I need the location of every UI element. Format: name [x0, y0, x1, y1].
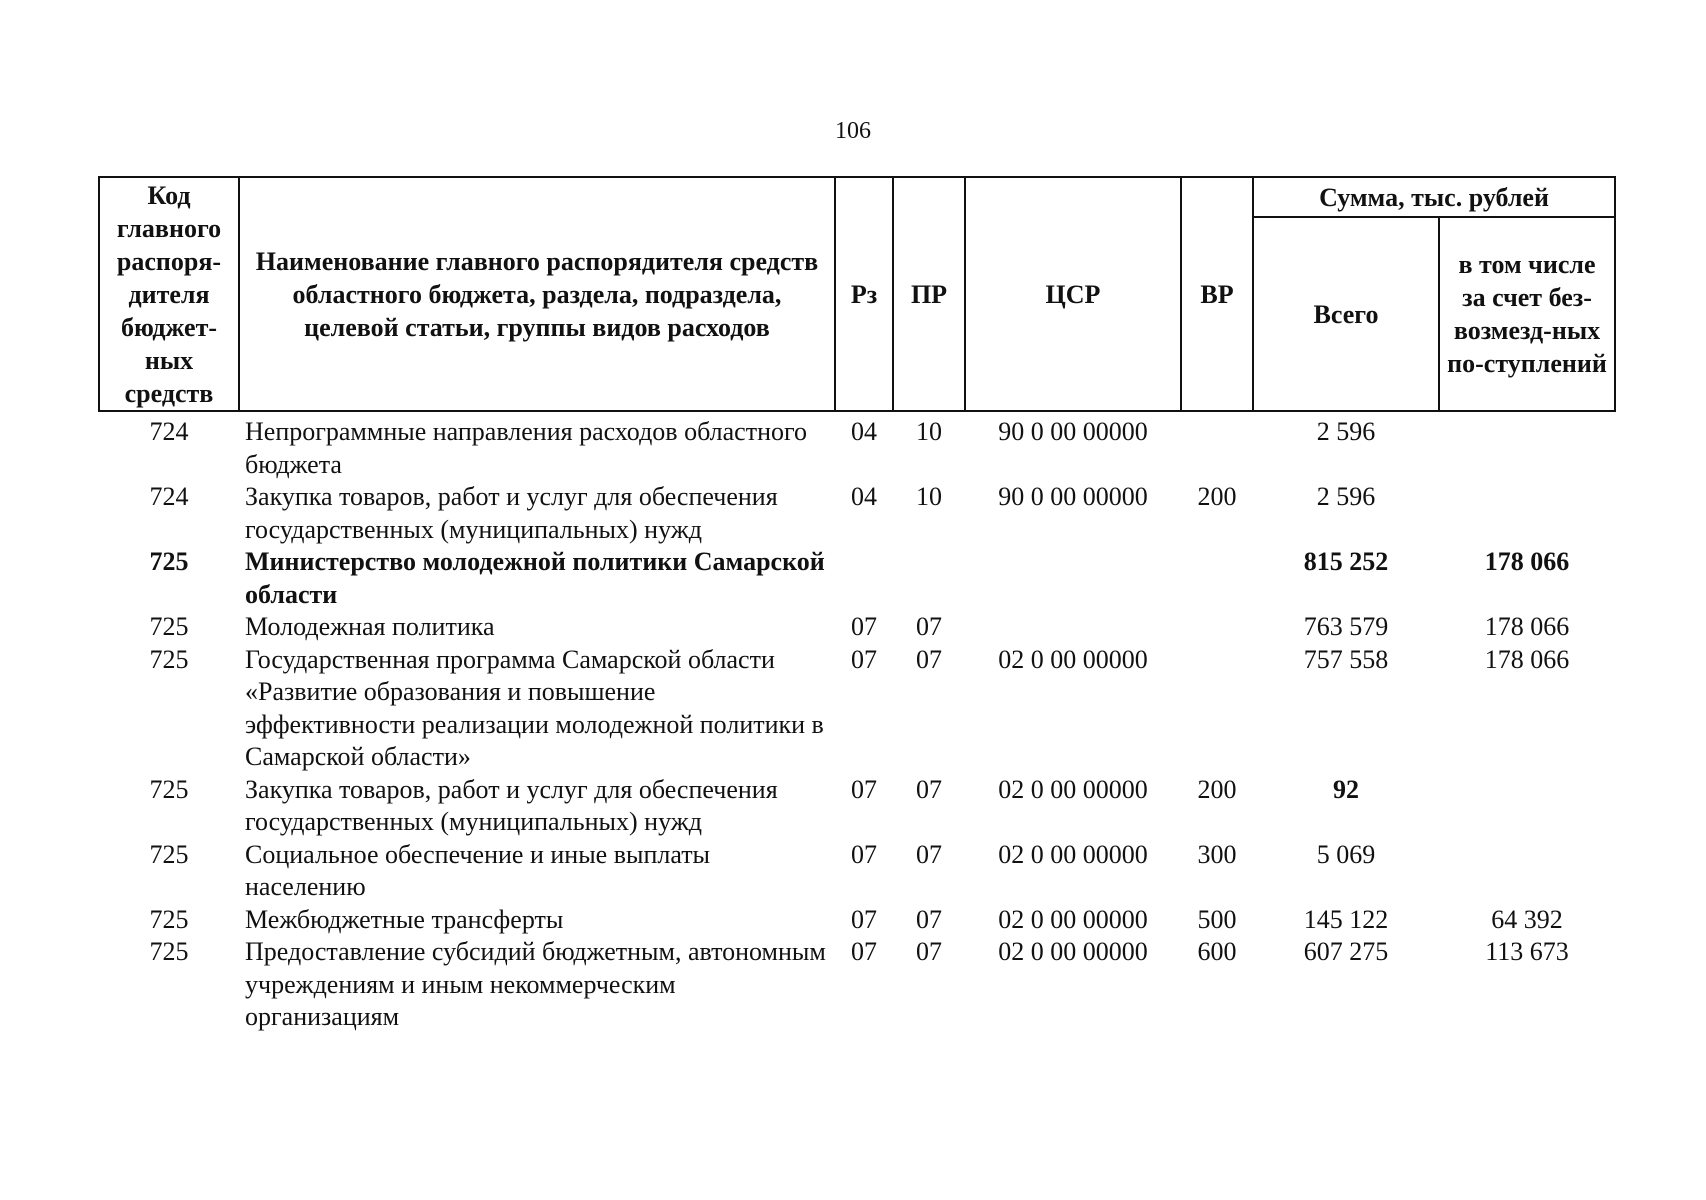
- cell-total: 145 122: [1303, 904, 1389, 934]
- cell-name: Министерство молодежной политики Самарской области: [245, 547, 825, 609]
- cell-vr: 300: [1197, 839, 1237, 869]
- cell-vr: 500: [1197, 904, 1237, 934]
- cell-csr: [965, 611, 1181, 644]
- cell-free: 178 066: [1484, 644, 1570, 674]
- cell-rz: [835, 546, 893, 611]
- cell-csr: [965, 546, 1181, 611]
- cell-code: 724: [149, 417, 189, 446]
- cell-pr: 07: [916, 774, 942, 804]
- cell-csr: 02 0 00 00000: [998, 644, 1148, 674]
- cell-total: 2 596: [1316, 482, 1376, 511]
- table-row: [99, 411, 1615, 481]
- cell-code: 725: [149, 839, 189, 869]
- cell-pr: [893, 546, 965, 611]
- table-row: [99, 611, 1615, 644]
- cell-name: Государственная программа Самарской области «Развитие образования и повышение эффективности реализации молодежной политики в Самарской области»: [245, 644, 824, 771]
- header-name: Наименование главного распорядителя средств областного бюджета, раздела, подраздела, целевой статьи, группы видов расходов: [239, 177, 835, 411]
- cell-rz: 07: [851, 839, 877, 869]
- cell-vr: 200: [1197, 774, 1237, 804]
- table-row: [99, 839, 1615, 904]
- cell-name: Социальное обеспечение и иные выплаты населению: [245, 839, 711, 901]
- table-row: [99, 904, 1615, 937]
- cell-name: Закупка товаров, работ и услуг для обеспечения государственных (муниципальных) нужд: [245, 482, 778, 544]
- cell-total: 92: [1333, 774, 1359, 804]
- cell-code: 725: [149, 904, 189, 934]
- cell-vr: [1181, 411, 1253, 481]
- cell-name: Непрограммные направления расходов областного бюджета: [245, 417, 807, 479]
- cell-name: Предоставление субсидий бюджетным, автономным учреждениям и иным некоммерческим организациям: [245, 937, 826, 1031]
- cell-rz: 07: [851, 612, 877, 641]
- cell-csr: 90 0 00 00000: [998, 482, 1148, 511]
- cell-rz: 07: [851, 904, 877, 934]
- cell-total: 607 275: [1303, 937, 1389, 966]
- cell-rz: 04: [851, 482, 877, 511]
- cell-pr: 07: [916, 937, 942, 966]
- header-rz: Рз: [835, 177, 893, 411]
- cell-pr: 10: [916, 417, 942, 446]
- cell-free: 178 066: [1484, 547, 1570, 576]
- cell-vr: 600: [1197, 937, 1237, 966]
- cell-csr: 02 0 00 00000: [998, 839, 1148, 869]
- cell-code: 725: [149, 774, 189, 804]
- cell-vr: [1181, 644, 1253, 774]
- cell-code: 724: [149, 482, 189, 511]
- header-code: Код главного распоря-дителя бюджет-ных средств: [99, 177, 239, 411]
- cell-free: [1439, 839, 1615, 904]
- cell-vr: [1181, 546, 1253, 611]
- table-row: [99, 481, 1615, 546]
- page-number: 106: [835, 118, 871, 144]
- cell-free: 178 066: [1484, 612, 1570, 641]
- budget-table: [98, 176, 1616, 1034]
- header-csr: ЦСР: [965, 177, 1181, 411]
- header-total: Всего: [1253, 217, 1439, 411]
- cell-total: 815 252: [1303, 547, 1389, 576]
- cell-vr: 200: [1197, 482, 1237, 511]
- cell-free: [1439, 481, 1615, 546]
- table-row: [99, 774, 1615, 839]
- cell-free: 113 673: [1485, 937, 1569, 966]
- cell-csr: 02 0 00 00000: [998, 774, 1148, 804]
- table-row: [99, 546, 1615, 611]
- cell-rz: 07: [851, 937, 877, 966]
- cell-free: 64 392: [1491, 904, 1563, 934]
- header-sum: Сумма, тыс. рублей: [1253, 177, 1615, 217]
- cell-code: 725: [149, 547, 189, 576]
- cell-free: [1439, 774, 1615, 839]
- cell-pr: 07: [916, 904, 942, 934]
- cell-rz: 07: [851, 774, 877, 804]
- table-header: [99, 177, 1615, 411]
- cell-total: 757 558: [1303, 644, 1389, 674]
- cell-csr: 02 0 00 00000: [998, 904, 1148, 934]
- cell-csr: 90 0 00 00000: [998, 417, 1148, 446]
- cell-rz: 04: [851, 417, 877, 446]
- cell-free: [1439, 411, 1615, 481]
- cell-code: 725: [149, 937, 189, 966]
- cell-csr: 02 0 00 00000: [998, 937, 1148, 966]
- header-free: в том числе за счет без-возмезд-ных по-ступлений: [1439, 217, 1615, 411]
- cell-name: Молодежная политика: [245, 612, 495, 641]
- cell-pr: 10: [916, 482, 942, 511]
- cell-total: 763 579: [1303, 612, 1389, 641]
- cell-total: 2 596: [1316, 417, 1376, 446]
- cell-name: Межбюджетные трансферты: [245, 904, 564, 934]
- table-row: [99, 936, 1615, 1034]
- cell-pr: 07: [916, 612, 942, 641]
- cell-total: 5 069: [1316, 839, 1376, 869]
- header-vr: ВР: [1181, 177, 1253, 411]
- cell-rz: 07: [851, 644, 877, 674]
- header-pr: ПР: [893, 177, 965, 411]
- cell-pr: 07: [916, 644, 942, 674]
- cell-code: 725: [149, 644, 189, 674]
- cell-vr: [1181, 611, 1253, 644]
- cell-name: Закупка товаров, работ и услуг для обеспечения государственных (муниципальных) нужд: [245, 774, 778, 836]
- cell-code: 725: [149, 612, 189, 641]
- cell-pr: 07: [916, 839, 942, 869]
- table-body: [99, 411, 1615, 1034]
- table-row: [99, 644, 1615, 774]
